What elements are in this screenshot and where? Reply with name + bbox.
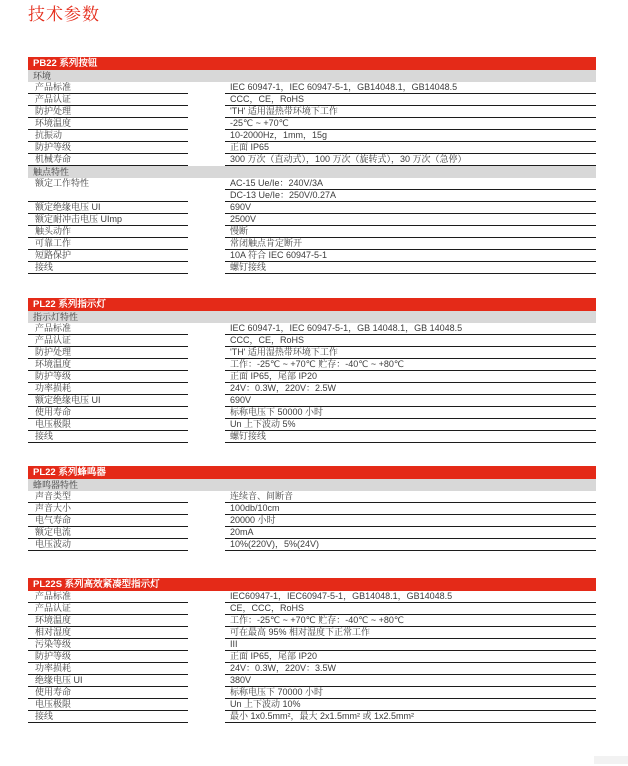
table-row (28, 687, 596, 699)
table-row (28, 214, 596, 226)
column-gap (188, 106, 225, 118)
column-gap (188, 675, 225, 687)
table-row (28, 118, 596, 130)
param-label: 环境温度 (28, 615, 188, 627)
corner-artifact (594, 756, 628, 764)
param-value: IEC60947-1，IEC60947-5-1，GB14048.1，GB14048.5 (225, 591, 596, 603)
table-row (28, 226, 596, 238)
table-row (28, 431, 596, 443)
param-label: 使用寿命 (28, 687, 188, 699)
column-gap (188, 371, 225, 383)
param-value: 300 万次（直动式），100 万次（旋转式），30 万次（急停） (225, 154, 596, 166)
param-label (28, 190, 188, 202)
param-label: 产品标准 (28, 323, 188, 335)
param-label: 产品认证 (28, 603, 188, 615)
param-label: 产品标准 (28, 82, 188, 94)
column-gap (188, 238, 225, 250)
column-gap (188, 262, 225, 274)
param-value: CCC，CE，RoHS (225, 94, 596, 106)
column-gap (188, 591, 225, 603)
param-value: IEC 60947-1，IEC 60947-5-1，GB 14048.1，GB 14048.5 (225, 323, 596, 335)
table-row (28, 651, 596, 663)
param-value: 标称电压下 70000 小时 (225, 687, 596, 699)
spec-table (28, 57, 596, 274)
param-value: 螺钉接线 (225, 262, 596, 274)
param-value: -25℃ ~ +70℃ (225, 118, 596, 130)
column-gap (188, 130, 225, 142)
param-label: 额定绝缘电压 UI (28, 202, 188, 214)
table-row (28, 539, 596, 551)
param-label: 产品标准 (28, 591, 188, 603)
column-gap (188, 154, 225, 166)
param-value: 最小 1x0.5mm²，最大 2x1.5mm² 或 1x2.5mm² (225, 711, 596, 723)
param-label: 抗振动 (28, 130, 188, 142)
table-row (28, 130, 596, 142)
param-value: 工作：-25℃ ~ +70℃ 贮存：-40℃ ~ +80℃ (225, 359, 596, 371)
param-value: 10A 符合 IEC 60947-5-1 (225, 250, 596, 262)
param-label: 绝缘电压 UI (28, 675, 188, 687)
column-gap (188, 699, 225, 711)
param-value: Un 上下波动 10% (225, 699, 596, 711)
table-row (28, 663, 596, 675)
param-value: 常闭触点肯定断开 (225, 238, 596, 250)
page-title: 技术参数 (28, 5, 100, 24)
spec-table (28, 466, 596, 551)
param-label: 接线 (28, 262, 188, 274)
column-gap (188, 202, 225, 214)
param-label: 额定工作特性 (35, 178, 90, 188)
table-row (28, 106, 596, 118)
param-value: CE，CCC，RoHS (225, 603, 596, 615)
param-label: 相对湿度 (28, 627, 188, 639)
column-gap (188, 431, 225, 443)
column-gap (188, 335, 225, 347)
param-label: 防护处理 (28, 106, 188, 118)
param-label: 环境温度 (28, 359, 188, 371)
section-header: 蜂鸣器特性 (28, 479, 596, 491)
param-label: 机械寿命 (28, 154, 188, 166)
param-value: 正面 IP65，尾部 IP20 (225, 651, 596, 663)
column-gap (188, 603, 225, 615)
table-row (28, 639, 596, 651)
column-gap (188, 407, 225, 419)
table-title: PB22 系列按钮 (28, 57, 596, 70)
table-row (28, 603, 596, 615)
column-gap (188, 347, 225, 359)
param-label: 可靠工作 (28, 238, 188, 250)
table-row (28, 527, 596, 539)
column-gap (188, 711, 225, 723)
param-label: 电气寿命 (28, 515, 188, 527)
column-gap (188, 539, 225, 551)
param-label: 接线 (28, 711, 188, 723)
table-row (28, 347, 596, 359)
table-row (28, 407, 596, 419)
param-value: 380V (225, 675, 596, 687)
param-value: 可在最高 95% 相对湿度下正常工作 (225, 627, 596, 639)
param-value: 2500V (225, 214, 596, 226)
table-row (28, 202, 596, 214)
column-gap (188, 82, 225, 94)
param-value: 正面 IP65 (225, 142, 596, 154)
column-gap (188, 250, 225, 262)
column-gap (188, 190, 225, 202)
table-row (28, 491, 596, 503)
table-title: PL22 系列指示灯 (28, 298, 596, 311)
table-row (28, 335, 596, 347)
param-value: 标称电压下 50000 小时 (225, 407, 596, 419)
param-label: 声音大小 (28, 503, 188, 515)
column-gap (188, 639, 225, 651)
table-row (28, 627, 596, 639)
column-gap (188, 383, 225, 395)
table-row (28, 142, 596, 154)
param-label: 额定绝缘电压 UI (28, 395, 188, 407)
column-gap (188, 515, 225, 527)
column-gap (188, 323, 225, 335)
param-label: 使用寿命 (28, 407, 188, 419)
table-row (28, 383, 596, 395)
param-label: 功率损耗 (28, 663, 188, 675)
param-label: 额定电流 (28, 527, 188, 539)
param-label: 短路保护 (28, 250, 188, 262)
table-row (28, 94, 596, 106)
column-gap (188, 142, 225, 154)
column-gap (188, 503, 225, 515)
param-label: 电压波动 (28, 539, 188, 551)
column-gap (188, 627, 225, 639)
param-label: 声音类型 (28, 491, 188, 503)
table-row (28, 154, 596, 166)
column-gap (188, 663, 225, 675)
spec-table (28, 578, 596, 723)
table-row (28, 675, 596, 687)
column-gap (188, 94, 225, 106)
section-header: 环境 (28, 70, 596, 82)
table-row (28, 503, 596, 515)
column-gap (188, 395, 225, 407)
param-label: 产品认证 (28, 335, 188, 347)
table-title: PL22S 系列高效紧凑型指示灯 (28, 578, 596, 591)
param-value: 690V (225, 202, 596, 214)
param-value: 20000 小时 (225, 515, 596, 527)
param-label: 功率损耗 (28, 383, 188, 395)
table-row (28, 238, 596, 250)
param-label: 防护等级 (28, 371, 188, 383)
param-value: 10-2000Hz，1mm，15g (225, 130, 596, 142)
table-row (28, 262, 596, 274)
column-gap (188, 491, 225, 503)
section-header: 指示灯特性 (28, 311, 596, 323)
param-value: 20mA (225, 527, 596, 539)
column-gap (188, 687, 225, 699)
table-row (28, 515, 596, 527)
table-row (28, 178, 596, 190)
table-row (28, 323, 596, 335)
param-label: 接线 (28, 431, 188, 443)
column-gap (188, 651, 225, 663)
spec-table (28, 298, 596, 443)
param-value: IEC 60947-1，IEC 60947-5-1，GB14048.1，GB14048.5 (225, 82, 596, 94)
tables-container (28, 57, 596, 723)
param-value: 正面 IP65，尾部 IP20 (225, 371, 596, 383)
column-gap (188, 214, 225, 226)
column-gap (188, 118, 225, 130)
table-row (28, 591, 596, 603)
param-value: CCC，CE，RoHS (225, 335, 596, 347)
param-label: 电压极限 (28, 699, 188, 711)
param-value: 慢断 (225, 226, 596, 238)
table-row (28, 371, 596, 383)
column-gap (188, 359, 225, 371)
param-value: 工作：-25℃ ~ +70℃ 贮存：-40℃ ~ +80℃ (225, 615, 596, 627)
param-label: 电压极限 (28, 419, 188, 431)
param-label: 污染等级 (28, 639, 188, 651)
param-value: III (225, 639, 596, 651)
param-value: 24V：0.3W，220V：3.5W (225, 663, 596, 675)
param-label: 防护处理 (28, 347, 188, 359)
table-row (28, 359, 596, 371)
param-value: 螺钉接线 (225, 431, 596, 443)
param-value: DC-13 Ue/Ie：250V/0.27A (225, 190, 596, 202)
param-value: AC-15 Ue/Ie：240V/3A (225, 178, 596, 190)
column-gap (188, 527, 225, 539)
section-header: 触点特性 (28, 166, 596, 178)
table-row (28, 250, 596, 262)
table-title: PL22 系列蜂鸣器 (28, 466, 596, 479)
param-value: 690V (225, 395, 596, 407)
param-value: 10%(220V)，5%(24V) (225, 539, 596, 551)
param-value: Un 上下波动 5% (225, 419, 596, 431)
param-label: 防护等级 (28, 651, 188, 663)
param-value: 100db/10cm (225, 503, 596, 515)
column-gap (188, 178, 225, 190)
table-row (28, 711, 596, 723)
param-label: 额定耐冲击电压 UImp (28, 214, 188, 226)
table-row (28, 615, 596, 627)
param-value: 连续音、间断音 (225, 491, 596, 503)
param-label: 产品认证 (28, 94, 188, 106)
table-row (28, 699, 596, 711)
table-row (28, 395, 596, 407)
table-row (28, 419, 596, 431)
param-label: 环境温度 (28, 118, 188, 130)
column-gap (188, 226, 225, 238)
param-label: 触头动作 (28, 226, 188, 238)
param-value: 'TH' 适用湿热带环境下工作 (225, 347, 596, 359)
table-row (28, 190, 596, 202)
param-label: 防护等级 (28, 142, 188, 154)
table-row (28, 82, 596, 94)
param-value: 24V：0.3W，220V：2.5W (225, 383, 596, 395)
param-value: 'TH' 适用湿热带环境下工作 (225, 106, 596, 118)
column-gap (188, 419, 225, 431)
column-gap (188, 615, 225, 627)
